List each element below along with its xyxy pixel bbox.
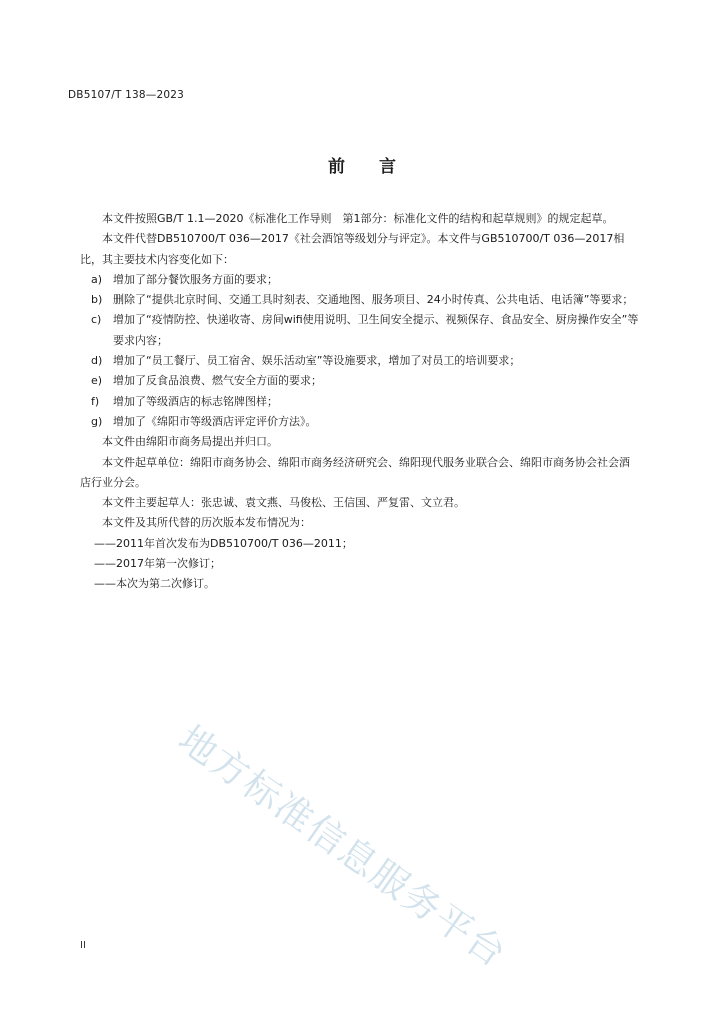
paragraph-history-intro: 本文件及其所代替的历次版本发布情况为： (102, 516, 311, 530)
document-code: DB5107/T 138—2023 (68, 89, 184, 101)
paragraph-drafters: 本文件主要起草人：张忠诚、袁文燕、马俊松、王信国、严复雷、文立君。 (102, 496, 465, 510)
list-item (80, 351, 640, 371)
list-item-text: 增加了“疫情防控、快递收寄、房间wifi使用说明、卫生间安全提示、视频保存、食品安全、厨房操作安全”等要求内容； (113, 313, 639, 347)
list-item-text: 增加了《绵阳市等级酒店评定评价方法》。 (113, 414, 317, 428)
list-marker: c) (91, 313, 102, 327)
list-marker: d) (91, 354, 103, 368)
list-marker: a) (91, 272, 103, 286)
list-item-text: 增加了“员工餐厅、员工宿舍、娱乐活动室”等设施要求，增加了对员工的培训要求； (113, 354, 521, 368)
list-item (80, 371, 640, 391)
paragraph-drafting-units: 本文件起草单位：绵阳市商务协会、绵阳市商务经济研究会、绵阳现代服务业联合会、绵阳市商务协会社会酒店行业分会。 (80, 455, 630, 489)
list-item (80, 392, 640, 412)
history-item: ——2011年首次发布为DB510700/T 036—2011； (94, 536, 353, 550)
list-item-text: 删除了“提供北京时间、交通工具时刻表、交通地图、服务项目、24小时传真、公共电话、电话簿”等要求； (113, 293, 634, 307)
list-item (80, 310, 640, 351)
list-item-text: 增加了部分餐饮服务方面的要求； (113, 272, 278, 286)
document-body (80, 209, 640, 595)
list-item (80, 270, 640, 290)
paragraph-proposer: 本文件由绵阳市商务局提出并归口。 (102, 435, 278, 449)
list-marker: g) (91, 414, 103, 428)
list-marker: e) (91, 374, 103, 388)
list-item-text: 增加了等级酒店的标志铭牌图样； (113, 394, 278, 408)
watermark: 地方标准信息服务平台 (170, 717, 515, 977)
list-item-text: 增加了反食品浪费、燃气安全方面的要求； (113, 374, 322, 388)
list-item (80, 290, 640, 310)
paragraph-replacement: 本文件代替DB510700/T 036—2017《社会酒馆等级划分与评定》。本文件与GB510700/T 036—2017相比，其主要技术内容变化如下： (80, 232, 625, 266)
paragraph-drafting-basis: 本文件按照GB/T 1.1—2020《标准化工作导则 第1部分：标准化文件的结构和起草规则》的规定起草。 (102, 212, 614, 225)
history-item: ——本次为第二次修订。 (94, 577, 215, 591)
list-marker: b) (91, 293, 103, 307)
page-number: II (80, 940, 86, 951)
history-item: ——2017年第一次修订； (94, 557, 221, 571)
section-title: 前言 (328, 157, 430, 177)
list-marker: f) (91, 394, 100, 408)
list-item (80, 412, 640, 432)
